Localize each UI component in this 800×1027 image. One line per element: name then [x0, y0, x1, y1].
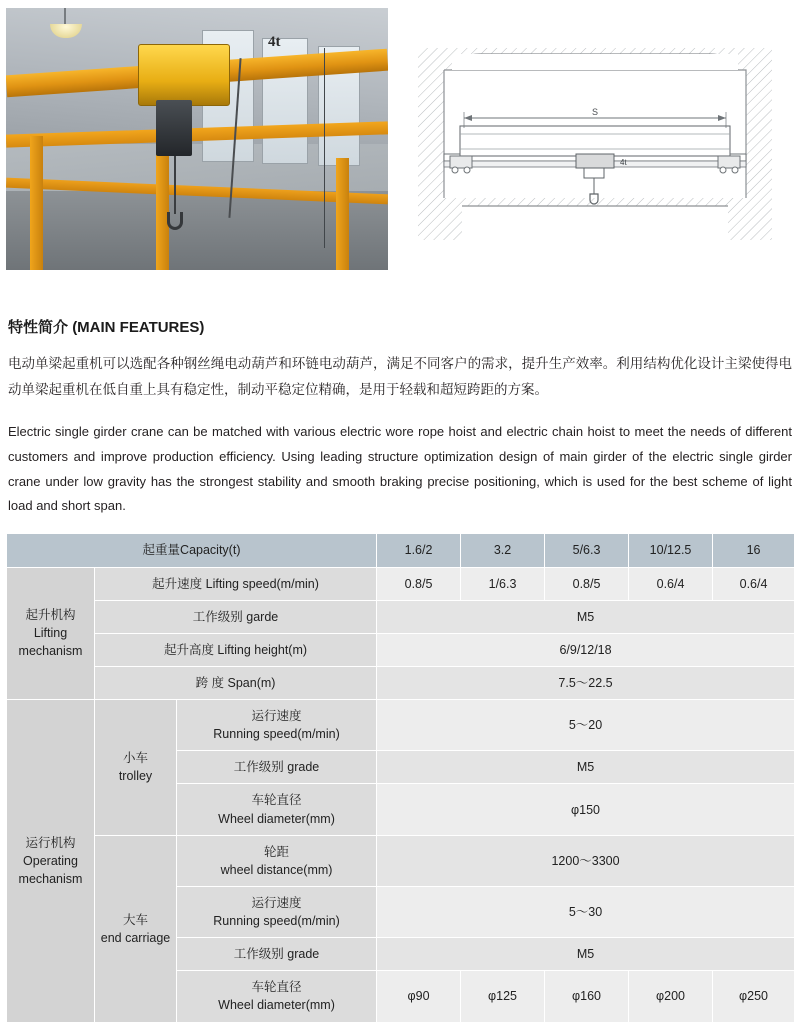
row-label-en: Running speed(m/min) — [213, 727, 340, 742]
section-heading — [8, 316, 792, 337]
subgroup-label-en: trolley — [118, 769, 153, 784]
subgroup-label-cn: 大车 — [122, 912, 148, 927]
hook — [167, 212, 183, 230]
support-column — [336, 158, 349, 270]
subgroup-label-trolley — [95, 700, 177, 836]
row-label-en: Running speed(m/min) — [213, 914, 340, 929]
installation-diagram — [398, 8, 792, 270]
crane-photo — [6, 8, 388, 270]
value-cell: 0.8/5 — [545, 567, 629, 600]
group-label-en: Operating — [23, 853, 78, 868]
value-cell: 1/6.3 — [461, 567, 545, 600]
row-label-cn: 运行速度 — [251, 709, 302, 724]
group-label-cn: 运行机构 — [25, 835, 76, 850]
value-cell-merged: 5～30 — [377, 886, 795, 937]
value-cell-merged: 6/9/12/18 — [377, 633, 795, 666]
hoist-motor — [156, 100, 192, 156]
table-row — [7, 700, 795, 751]
table-row — [7, 600, 795, 633]
value-cell-merged: M5 — [377, 600, 795, 633]
table-row-capacity — [7, 534, 795, 567]
table-row — [7, 567, 795, 600]
value-cell: φ125 — [461, 971, 545, 1022]
value-cell-merged: M5 — [377, 938, 795, 971]
row-label: 工作级别 grade — [177, 751, 377, 784]
row-label: 工作级别 grade — [177, 938, 377, 971]
row-label: 起升高度 Lifting height(m) — [95, 633, 377, 666]
value-cell-merged: 5～20 — [377, 700, 795, 751]
capacity-label: 起重量Capacity(t) — [7, 534, 377, 567]
row-label — [177, 835, 377, 886]
row-label: 起升速度 Lifting speed(m/min) — [95, 567, 377, 600]
row-label-en: Wheel diameter(mm) — [218, 811, 335, 826]
power-cable — [324, 48, 325, 248]
value-cell-merged: M5 — [377, 751, 795, 784]
row-label — [177, 886, 377, 937]
group-label-operating — [7, 700, 95, 1023]
group-label-en2: mechanism — [18, 871, 83, 886]
photo-capacity-mark: 4t — [268, 34, 281, 50]
value-cell-merged: 7.5～22.5 — [377, 666, 795, 699]
row-label — [177, 784, 377, 835]
section-heading-cn: 特性简介 — [8, 319, 69, 336]
features-paragraph-en: Electric single girder crane can be matched with various electric wore rope hoist and electric chain hoist to meet the needs of different customers and improve production efficiency. Using leading structure optimization design of main girder of the electric single girder crane under low gravity has the strongest stability and smooth braking precise positioning, which is used for the best scheme of light load and short span. — [8, 423, 792, 514]
capacity-value: 3.2 — [461, 534, 545, 567]
row-label: 跨 度 Span(m) — [95, 666, 377, 699]
subgroup-label-cn: 小车 — [122, 751, 148, 766]
table-row — [7, 666, 795, 699]
table-row — [7, 835, 795, 886]
row-label-cn: 运行速度 — [251, 895, 302, 910]
diagram-svg — [398, 8, 792, 270]
value-cell: 0.6/4 — [629, 567, 713, 600]
group-label-en2: mechanism — [18, 644, 83, 659]
subgroup-label-en: end carriage — [100, 930, 171, 945]
capacity-value: 10/12.5 — [629, 534, 713, 567]
main-features-section — [6, 270, 794, 519]
support-column — [30, 136, 43, 270]
row-label-cn: 轮距 — [264, 844, 290, 859]
capacity-value: 16 — [713, 534, 795, 567]
electric-hoist — [138, 44, 230, 106]
group-label-en: Lifting — [33, 626, 68, 641]
hoist-rope — [174, 156, 176, 214]
diagram-capacity-label: 4t — [620, 158, 627, 167]
value-cell-merged: 1200～3300 — [377, 835, 795, 886]
value-cell: 0.6/4 — [713, 567, 795, 600]
row-label-en: wheel distance(mm) — [220, 862, 333, 877]
row-label-cn: 车轮直径 — [251, 980, 302, 995]
media-row — [6, 0, 794, 270]
value-cell: φ200 — [629, 971, 713, 1022]
value-cell: φ250 — [713, 971, 795, 1022]
value-cell: φ90 — [377, 971, 461, 1022]
diagram-span-label: S — [591, 107, 599, 117]
value-cell: φ160 — [545, 971, 629, 1022]
row-label: 工作级别 garde — [95, 600, 377, 633]
value-cell: 0.8/5 — [377, 567, 461, 600]
section-heading-en: (MAIN FEATURES) — [72, 319, 205, 336]
group-label-cn: 起升机构 — [25, 608, 76, 623]
specification-table — [6, 533, 795, 1022]
value-cell-merged: φ150 — [377, 784, 795, 835]
table-row — [7, 633, 795, 666]
features-paragraph-cn: 电动单梁起重机可以选配各种钢丝绳电动葫芦和环链电动葫芦，满足不同客户的需求，提升生产效率。利用结构优化设计主梁使得电动单梁起重机在低自重上具有稳定性，制动平稳定位精确，是用于轻载和超短跨距的方案。 — [8, 356, 792, 398]
floor — [6, 191, 388, 270]
row-label — [177, 971, 377, 1022]
row-label-en: Wheel diameter(mm) — [218, 998, 335, 1013]
row-label-cn: 车轮直径 — [251, 793, 302, 808]
subgroup-label-end-carriage — [95, 835, 177, 1022]
row-label — [177, 700, 377, 751]
group-label-lifting — [7, 567, 95, 700]
capacity-value: 5/6.3 — [545, 534, 629, 567]
capacity-value: 1.6/2 — [377, 534, 461, 567]
